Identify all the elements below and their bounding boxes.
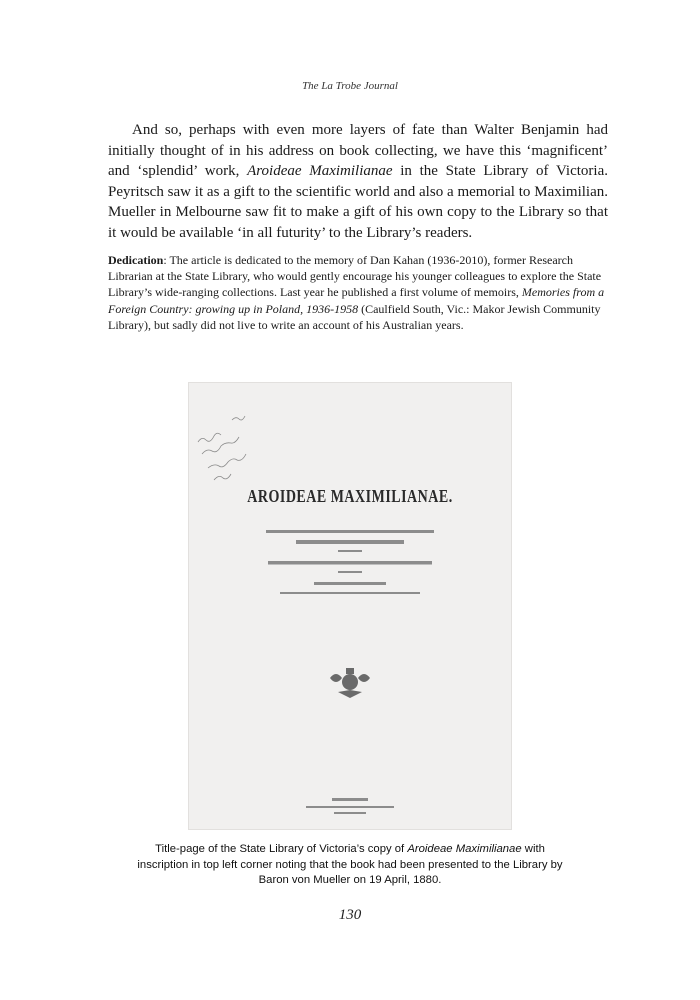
title-page-image xyxy=(188,382,512,830)
dedication-label: Dedication xyxy=(108,253,164,267)
caption-text-1: Title-page of the State Library of Victoria’s copy of xyxy=(155,843,408,855)
dedication-text-1: : The article is dedicated to the memory of Dan Kahan (1936-2010), former Research Librarian at the State Library, who would gently encourage his younger colleagues to explore the State Library’s wide-ranging collections. Last year he published a first volume of memoirs, xyxy=(108,253,602,300)
dedication-paragraph xyxy=(108,252,608,333)
figure-caption xyxy=(130,842,570,889)
running-head: The La Trobe Journal xyxy=(302,80,398,92)
body-paragraph xyxy=(108,120,608,244)
dedication-text-2: (Caulfield South, Vic.: Makor Jewish Community Library), but sadly did not live to write an account of his Australian years. xyxy=(108,301,601,332)
body-text-1: And so, perhaps with even more layers of fate than Walter Benjamin had initially thought of in his address on book collecting, we have this ‘magnificent’ and ‘splendid’ work, xyxy=(108,122,608,180)
caption-title-italic: Aroideae Maximilianae xyxy=(407,843,522,855)
handwritten-inscription xyxy=(188,382,512,830)
body-title-italic: Aroideae Maximilianae xyxy=(247,163,393,180)
page-number: 130 xyxy=(338,907,362,923)
plate-title: AROIDEAE MAXIMILIANAE. xyxy=(247,487,453,508)
dedication-book-title: Memories from a Foreign Country: growing up in Poland, 1936-1958 xyxy=(108,285,605,316)
caption-text-2: with inscription in top left corner noting that the book had been presented to the Library by Baron von Mueller on 19 April, 1880. xyxy=(137,843,563,886)
body-text-2: in the State Library of Victoria. Peyritsch saw it as a gift to the scientific world and also a memorial to Maximilian. Mueller in Melbourne saw fit to make a gift of his own copy to the Library so that it would be available ‘in all futurity’ to the Library’s readers. xyxy=(108,163,608,241)
